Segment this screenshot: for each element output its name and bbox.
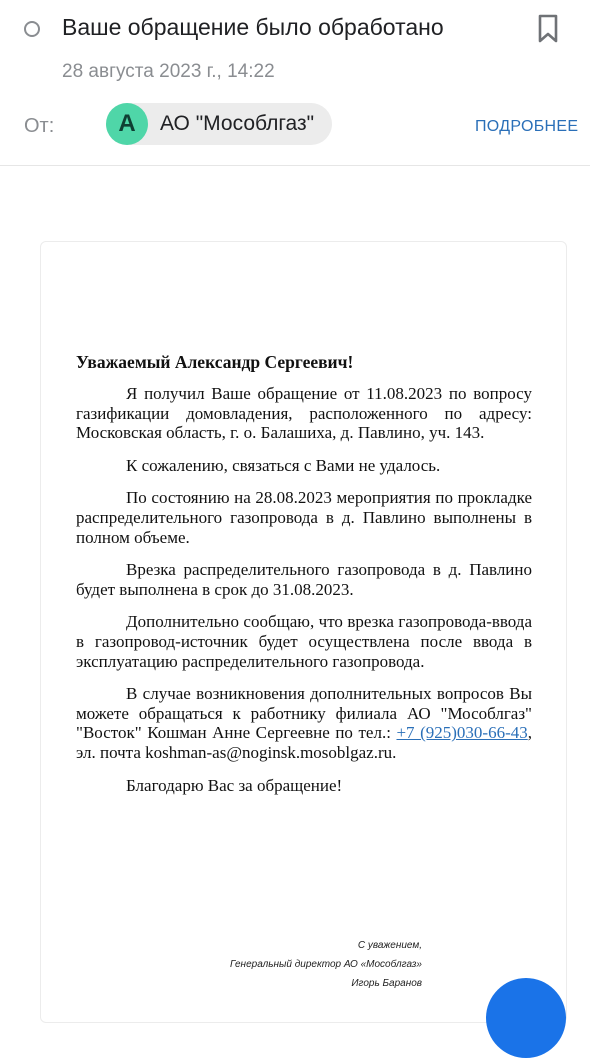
letter-paragraph: К сожалению, связаться с Вами не удалось. <box>126 455 441 475</box>
phone-link[interactable]: +7 (925)030-66-43 <box>396 723 528 743</box>
signature-position: Генеральный директор АО «Мособлгаз» <box>230 959 422 970</box>
details-link[interactable]: ПОДРОБНЕЕ <box>475 118 579 135</box>
message-subject: Ваше обращение было обработано <box>62 14 444 40</box>
letter-signature <box>230 936 422 993</box>
letter-paragraph: Дополнительно сообщаю, что врезка газопровода-ввода в газопровод-источник будет осуществлена после ввода в эксплуатацию распределительного газопровода. <box>76 612 532 671</box>
sender-chip[interactable] <box>106 103 332 145</box>
letter-paragraph: По состоянию на 28.08.2023 мероприятия по прокладке распределительного газопровода в д. Павлино выполнены в полном объеме. <box>76 488 532 547</box>
letter-paragraph-contacts <box>76 684 532 762</box>
letter-content <box>40 241 567 1023</box>
contacts-email-text: , эл. почта koshman-as@noginsk.mosoblgaz.ru. <box>76 723 532 762</box>
letter-greeting: Уважаемый Александр Сергеевич! <box>76 352 354 372</box>
message-date: 28 августа 2023 г., 14:22 <box>62 61 275 82</box>
letter-body <box>76 384 532 808</box>
bookmark-icon[interactable] <box>536 14 560 44</box>
letter-paragraph: Благодарю Вас за обращение! <box>126 775 343 795</box>
from-label: От: <box>24 115 55 137</box>
contacts-text: В случае возникновения дополнительных вопросов Вы можете обращаться к работнику филиала АО "Мособлгаз" "Восток" Кошман Анне Сергеевне по тел.: <box>76 684 532 743</box>
letter-paragraph: Врезка распределительного газопровода в д. Павлино будет выполнена в срок до 31.08.2023. <box>76 560 532 599</box>
sender-name: АО "Мособлгаз" <box>160 112 315 135</box>
floating-action-button[interactable] <box>486 978 566 1058</box>
signature-closing: С уважением, <box>357 940 422 951</box>
sender-avatar: А <box>106 103 148 145</box>
signature-name: Игорь Баранов <box>351 978 422 989</box>
unread-indicator-icon[interactable] <box>24 21 40 37</box>
letter-paragraph: Я получил Ваше обращение от 11.08.2023 по вопросу газификации домовладения, расположенного по адресу: Московская область, г. о. Балашиха, д. Павлино, уч. 143. <box>76 384 532 443</box>
message-header <box>0 0 590 166</box>
